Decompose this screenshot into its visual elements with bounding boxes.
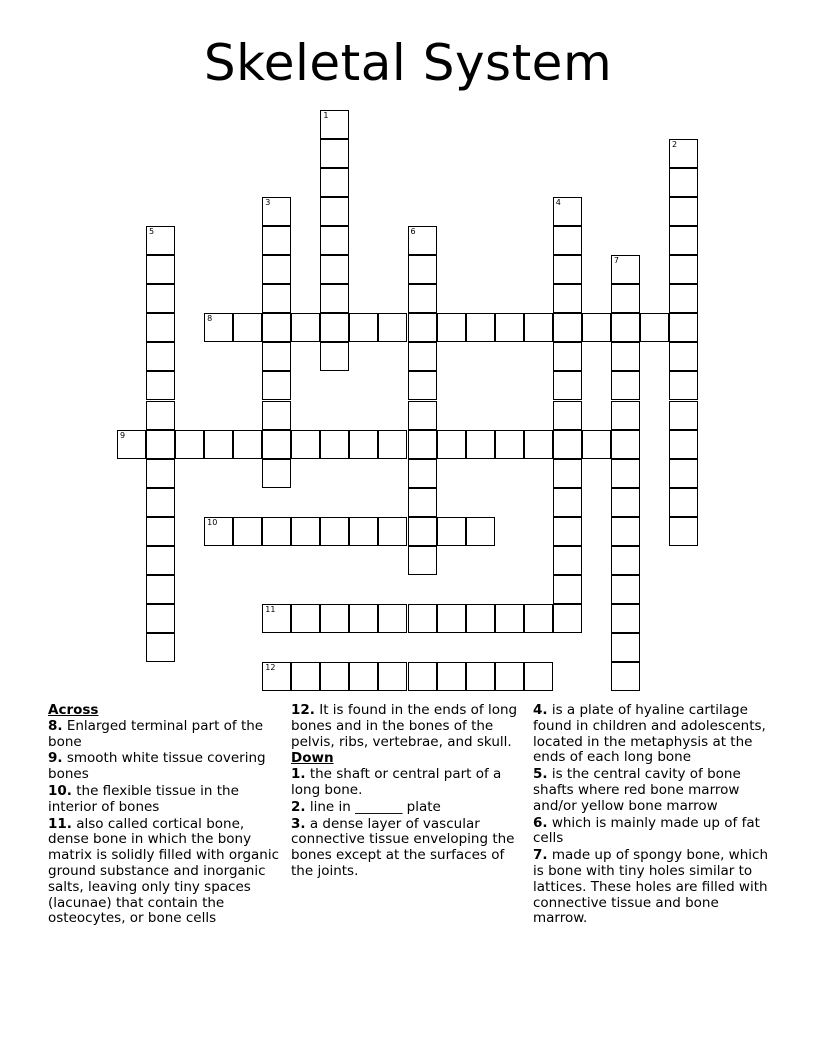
grid-cell[interactable] xyxy=(466,313,495,342)
across-clue-10 xyxy=(48,784,280,816)
grid-cell[interactable] xyxy=(553,226,582,255)
grid-cell[interactable] xyxy=(291,313,320,342)
down-clue-4 xyxy=(533,703,773,766)
grid-cell[interactable] xyxy=(611,401,640,430)
grid-cell[interactable] xyxy=(582,430,611,459)
grid-cell[interactable] xyxy=(669,313,698,342)
grid-cell[interactable] xyxy=(669,139,698,168)
grid-cell[interactable] xyxy=(378,313,407,342)
grid-cell[interactable] xyxy=(146,517,175,546)
grid-cell[interactable] xyxy=(146,226,175,255)
grid-cell[interactable] xyxy=(262,284,291,313)
clue-text: It is found in the ends of long bones and in the bones of the pelvis, ribs, vertebrae, and skull. xyxy=(291,702,518,750)
grid-cell[interactable] xyxy=(291,604,320,633)
grid-cell[interactable] xyxy=(146,575,175,604)
grid-cell[interactable] xyxy=(669,168,698,197)
grid-cell[interactable] xyxy=(204,517,233,546)
clue-number: 5. xyxy=(533,766,548,783)
grid-cell[interactable] xyxy=(611,575,640,604)
grid-cell[interactable] xyxy=(320,604,349,633)
grid-cell[interactable] xyxy=(669,342,698,371)
grid-cell[interactable] xyxy=(204,313,233,342)
grid-cell[interactable] xyxy=(437,662,466,691)
grid-cell[interactable] xyxy=(524,313,553,342)
grid-cell[interactable] xyxy=(524,430,553,459)
clue-text: a dense layer of vascular connective tissue enveloping the bones except at the surfaces of the joints. xyxy=(291,815,515,879)
clue-number: 3. xyxy=(291,815,306,832)
grid-cell[interactable] xyxy=(262,313,291,342)
grid-cell[interactable] xyxy=(524,604,553,633)
grid-cell[interactable] xyxy=(408,226,437,255)
grid-cell[interactable] xyxy=(204,430,233,459)
grid-cell[interactable] xyxy=(320,517,349,546)
grid-cell[interactable] xyxy=(611,517,640,546)
grid-cell[interactable] xyxy=(262,342,291,371)
clue-text: the flexible tissue in the interior of bones xyxy=(48,782,239,815)
clue-text: also called cortical bone, dense bone in which the bony matrix is solidly filled with organic ground substance and inorganic salts, leaving only tiny spaces (lacunae) that contain the osteocytes, or bone cells xyxy=(48,815,280,927)
clue-text: the shaft or central part of a long bone. xyxy=(291,766,502,798)
grid-cell[interactable] xyxy=(320,197,349,226)
grid-cell[interactable] xyxy=(262,517,291,546)
grid-cell[interactable] xyxy=(466,662,495,691)
clue-number-label: 8 xyxy=(207,314,213,324)
grid-cell[interactable] xyxy=(262,226,291,255)
grid-cell[interactable] xyxy=(611,342,640,371)
grid-cell[interactable] xyxy=(524,662,553,691)
grid-cell[interactable] xyxy=(320,139,349,168)
grid-cell[interactable] xyxy=(175,430,204,459)
grid-cell[interactable] xyxy=(669,459,698,488)
grid-cell[interactable] xyxy=(611,459,640,488)
clue-number-label: 10 xyxy=(207,517,218,527)
grid-cell[interactable] xyxy=(408,401,437,430)
grid-cell[interactable] xyxy=(611,284,640,313)
grid-cell[interactable] xyxy=(495,430,524,459)
grid-cell[interactable] xyxy=(408,313,437,342)
clue-number-label: 5 xyxy=(149,227,155,237)
grid-cell[interactable] xyxy=(146,459,175,488)
grid-cell[interactable] xyxy=(553,488,582,517)
grid-cell[interactable] xyxy=(320,342,349,371)
grid-cell[interactable] xyxy=(669,488,698,517)
clue-number-label: 1 xyxy=(323,111,329,120)
grid-cell[interactable] xyxy=(378,517,407,546)
grid-cell[interactable] xyxy=(320,662,349,691)
clue-number: 2. xyxy=(291,798,306,815)
grid-cell[interactable] xyxy=(291,517,320,546)
grid-cell[interactable] xyxy=(553,255,582,284)
grid-cell[interactable] xyxy=(146,284,175,313)
grid-cell[interactable] xyxy=(553,575,582,604)
grid-cell[interactable] xyxy=(408,371,437,400)
grid-cell[interactable] xyxy=(611,604,640,633)
grid-cell[interactable] xyxy=(611,633,640,662)
grid-cell[interactable] xyxy=(553,401,582,430)
clue-number: 1. xyxy=(291,766,306,783)
clue-text: line in _______ plate xyxy=(309,798,441,815)
grid-cell[interactable] xyxy=(669,430,698,459)
across-clue-11 xyxy=(48,817,280,928)
grid-cell[interactable] xyxy=(495,313,524,342)
down-clue-3 xyxy=(291,817,527,880)
across-heading: Across xyxy=(48,702,99,718)
grid-cell[interactable] xyxy=(349,517,378,546)
down-clue-5 xyxy=(533,767,773,814)
grid-cell[interactable] xyxy=(262,401,291,430)
grid-cell[interactable] xyxy=(553,546,582,575)
grid-cell[interactable] xyxy=(320,284,349,313)
grid-cell[interactable] xyxy=(553,459,582,488)
grid-cell[interactable] xyxy=(117,430,146,459)
across-clue-12 xyxy=(291,703,527,750)
grid-cell[interactable] xyxy=(262,662,291,691)
grid-cell[interactable] xyxy=(378,430,407,459)
grid-cell[interactable] xyxy=(320,430,349,459)
grid-cell[interactable] xyxy=(582,313,611,342)
clues-column-2 xyxy=(291,703,527,881)
grid-cell[interactable] xyxy=(349,430,378,459)
grid-cell[interactable] xyxy=(466,517,495,546)
clue-number: 7. xyxy=(533,847,548,864)
grid-cell[interactable] xyxy=(553,197,582,226)
clues-column-3 xyxy=(533,703,773,928)
down-clue-6 xyxy=(533,816,773,848)
clue-number-label: 3 xyxy=(265,198,271,208)
grid-cell[interactable] xyxy=(262,430,291,459)
grid-cell[interactable] xyxy=(611,255,640,284)
grid-cell[interactable] xyxy=(378,662,407,691)
clue-number: 10. xyxy=(48,782,72,799)
grid-cell[interactable] xyxy=(408,342,437,371)
clue-text: is the central cavity of bone shafts where red bone marrow and/or yellow bone marrow xyxy=(533,766,741,814)
grid-cell[interactable] xyxy=(146,633,175,662)
grid-cell[interactable] xyxy=(408,459,437,488)
grid-cell[interactable] xyxy=(146,313,175,342)
clue-number: 6. xyxy=(533,814,548,831)
grid-cell[interactable] xyxy=(408,517,437,546)
clue-number-label: 9 xyxy=(120,430,126,440)
grid-cell[interactable] xyxy=(320,255,349,284)
clue-text: Enlarged terminal part of the bone xyxy=(48,717,264,750)
grid-cell[interactable] xyxy=(146,401,175,430)
grid-cell[interactable] xyxy=(437,604,466,633)
grid-cell[interactable] xyxy=(233,313,262,342)
grid-cell[interactable] xyxy=(262,604,291,633)
grid-cell[interactable] xyxy=(466,604,495,633)
clue-number-label: 4 xyxy=(555,198,561,208)
grid-cell[interactable] xyxy=(669,401,698,430)
grid-cell[interactable] xyxy=(553,517,582,546)
grid-cell[interactable] xyxy=(553,604,582,633)
clue-number-label: 12 xyxy=(265,662,276,672)
clue-number: 9. xyxy=(48,750,63,767)
clue-number: 4. xyxy=(533,702,548,718)
grid-cell[interactable] xyxy=(669,517,698,546)
clue-number-label: 6 xyxy=(410,227,416,237)
grid-cell[interactable] xyxy=(146,488,175,517)
grid-cell[interactable] xyxy=(408,255,437,284)
grid-cell[interactable] xyxy=(611,313,640,342)
grid-cell[interactable] xyxy=(408,546,437,575)
grid-cell[interactable] xyxy=(437,517,466,546)
grid-cell[interactable] xyxy=(291,430,320,459)
grid-cell[interactable] xyxy=(233,517,262,546)
clue-number-label: 2 xyxy=(671,140,678,150)
grid-cell[interactable] xyxy=(262,197,291,226)
grid-cell[interactable] xyxy=(262,459,291,488)
grid-cell[interactable] xyxy=(495,662,524,691)
grid-cell[interactable] xyxy=(349,604,378,633)
grid-cell[interactable] xyxy=(466,430,495,459)
grid-cell[interactable] xyxy=(611,371,640,400)
grid-cell[interactable] xyxy=(291,662,320,691)
grid-cell[interactable] xyxy=(320,168,349,197)
clue-text: made up of spongy bone, which is bone with tiny holes similar to lattices. These holes are filled with connective tissue and bone marrow. xyxy=(533,847,769,927)
grid-cell[interactable] xyxy=(408,662,437,691)
grid-cell[interactable] xyxy=(146,430,175,459)
grid-cell[interactable] xyxy=(553,313,582,342)
grid-cell[interactable] xyxy=(553,284,582,313)
grid-cell[interactable] xyxy=(495,604,524,633)
down-clue-1 xyxy=(291,767,527,799)
grid-cell[interactable] xyxy=(378,604,407,633)
grid-cell[interactable] xyxy=(669,284,698,313)
grid-cell[interactable] xyxy=(669,371,698,400)
grid-cell[interactable] xyxy=(146,604,175,633)
grid-cell[interactable] xyxy=(146,342,175,371)
grid-cell[interactable] xyxy=(146,371,175,400)
grid-cell[interactable] xyxy=(611,488,640,517)
grid-cell[interactable] xyxy=(669,255,698,284)
grid-cell[interactable] xyxy=(669,226,698,255)
clues-column-1 xyxy=(48,703,280,928)
clue-number-label: 11 xyxy=(265,604,276,614)
grid-cell[interactable] xyxy=(320,226,349,255)
clue-text: is a plate of hyaline cartilage found in children and adolescents, located in the metaphysis at the ends of each long bone xyxy=(533,702,766,766)
grid-cell[interactable] xyxy=(146,255,175,284)
grid-cell[interactable] xyxy=(437,430,466,459)
grid-cell[interactable] xyxy=(669,197,698,226)
down-heading: Down xyxy=(291,750,334,767)
grid-cell[interactable] xyxy=(262,371,291,400)
clue-number: 11. xyxy=(48,815,72,832)
grid-cell[interactable] xyxy=(349,313,378,342)
down-clue-2 xyxy=(291,800,527,816)
grid-cell[interactable] xyxy=(437,313,466,342)
grid-cell[interactable] xyxy=(408,604,437,633)
grid-cell[interactable] xyxy=(233,430,262,459)
across-clue-9 xyxy=(48,751,280,783)
grid-cell[interactable] xyxy=(320,313,349,342)
grid-cell[interactable] xyxy=(408,488,437,517)
grid-cell[interactable] xyxy=(262,255,291,284)
grid-cell[interactable] xyxy=(146,546,175,575)
grid-cell[interactable] xyxy=(611,662,640,691)
grid-cell[interactable] xyxy=(553,342,582,371)
grid-cell[interactable] xyxy=(408,430,437,459)
grid-cell[interactable] xyxy=(611,430,640,459)
clue-number: 12. xyxy=(291,702,315,718)
grid-cell[interactable] xyxy=(611,546,640,575)
grid-cell[interactable] xyxy=(408,284,437,313)
grid-cell[interactable] xyxy=(320,110,349,139)
grid-cell[interactable] xyxy=(553,371,582,400)
across-clue-8 xyxy=(48,719,280,751)
clue-text: which is mainly made up of fat cells xyxy=(533,814,760,847)
page-title: Skeletal System xyxy=(203,34,613,92)
grid-cell[interactable] xyxy=(553,430,582,459)
grid-cell[interactable] xyxy=(640,313,669,342)
down-clue-7 xyxy=(533,848,773,927)
clue-number: 8. xyxy=(48,717,63,734)
clue-text: smooth white tissue covering bones xyxy=(48,750,266,783)
grid-cell[interactable] xyxy=(349,662,378,691)
clue-number-label: 7 xyxy=(613,256,619,266)
